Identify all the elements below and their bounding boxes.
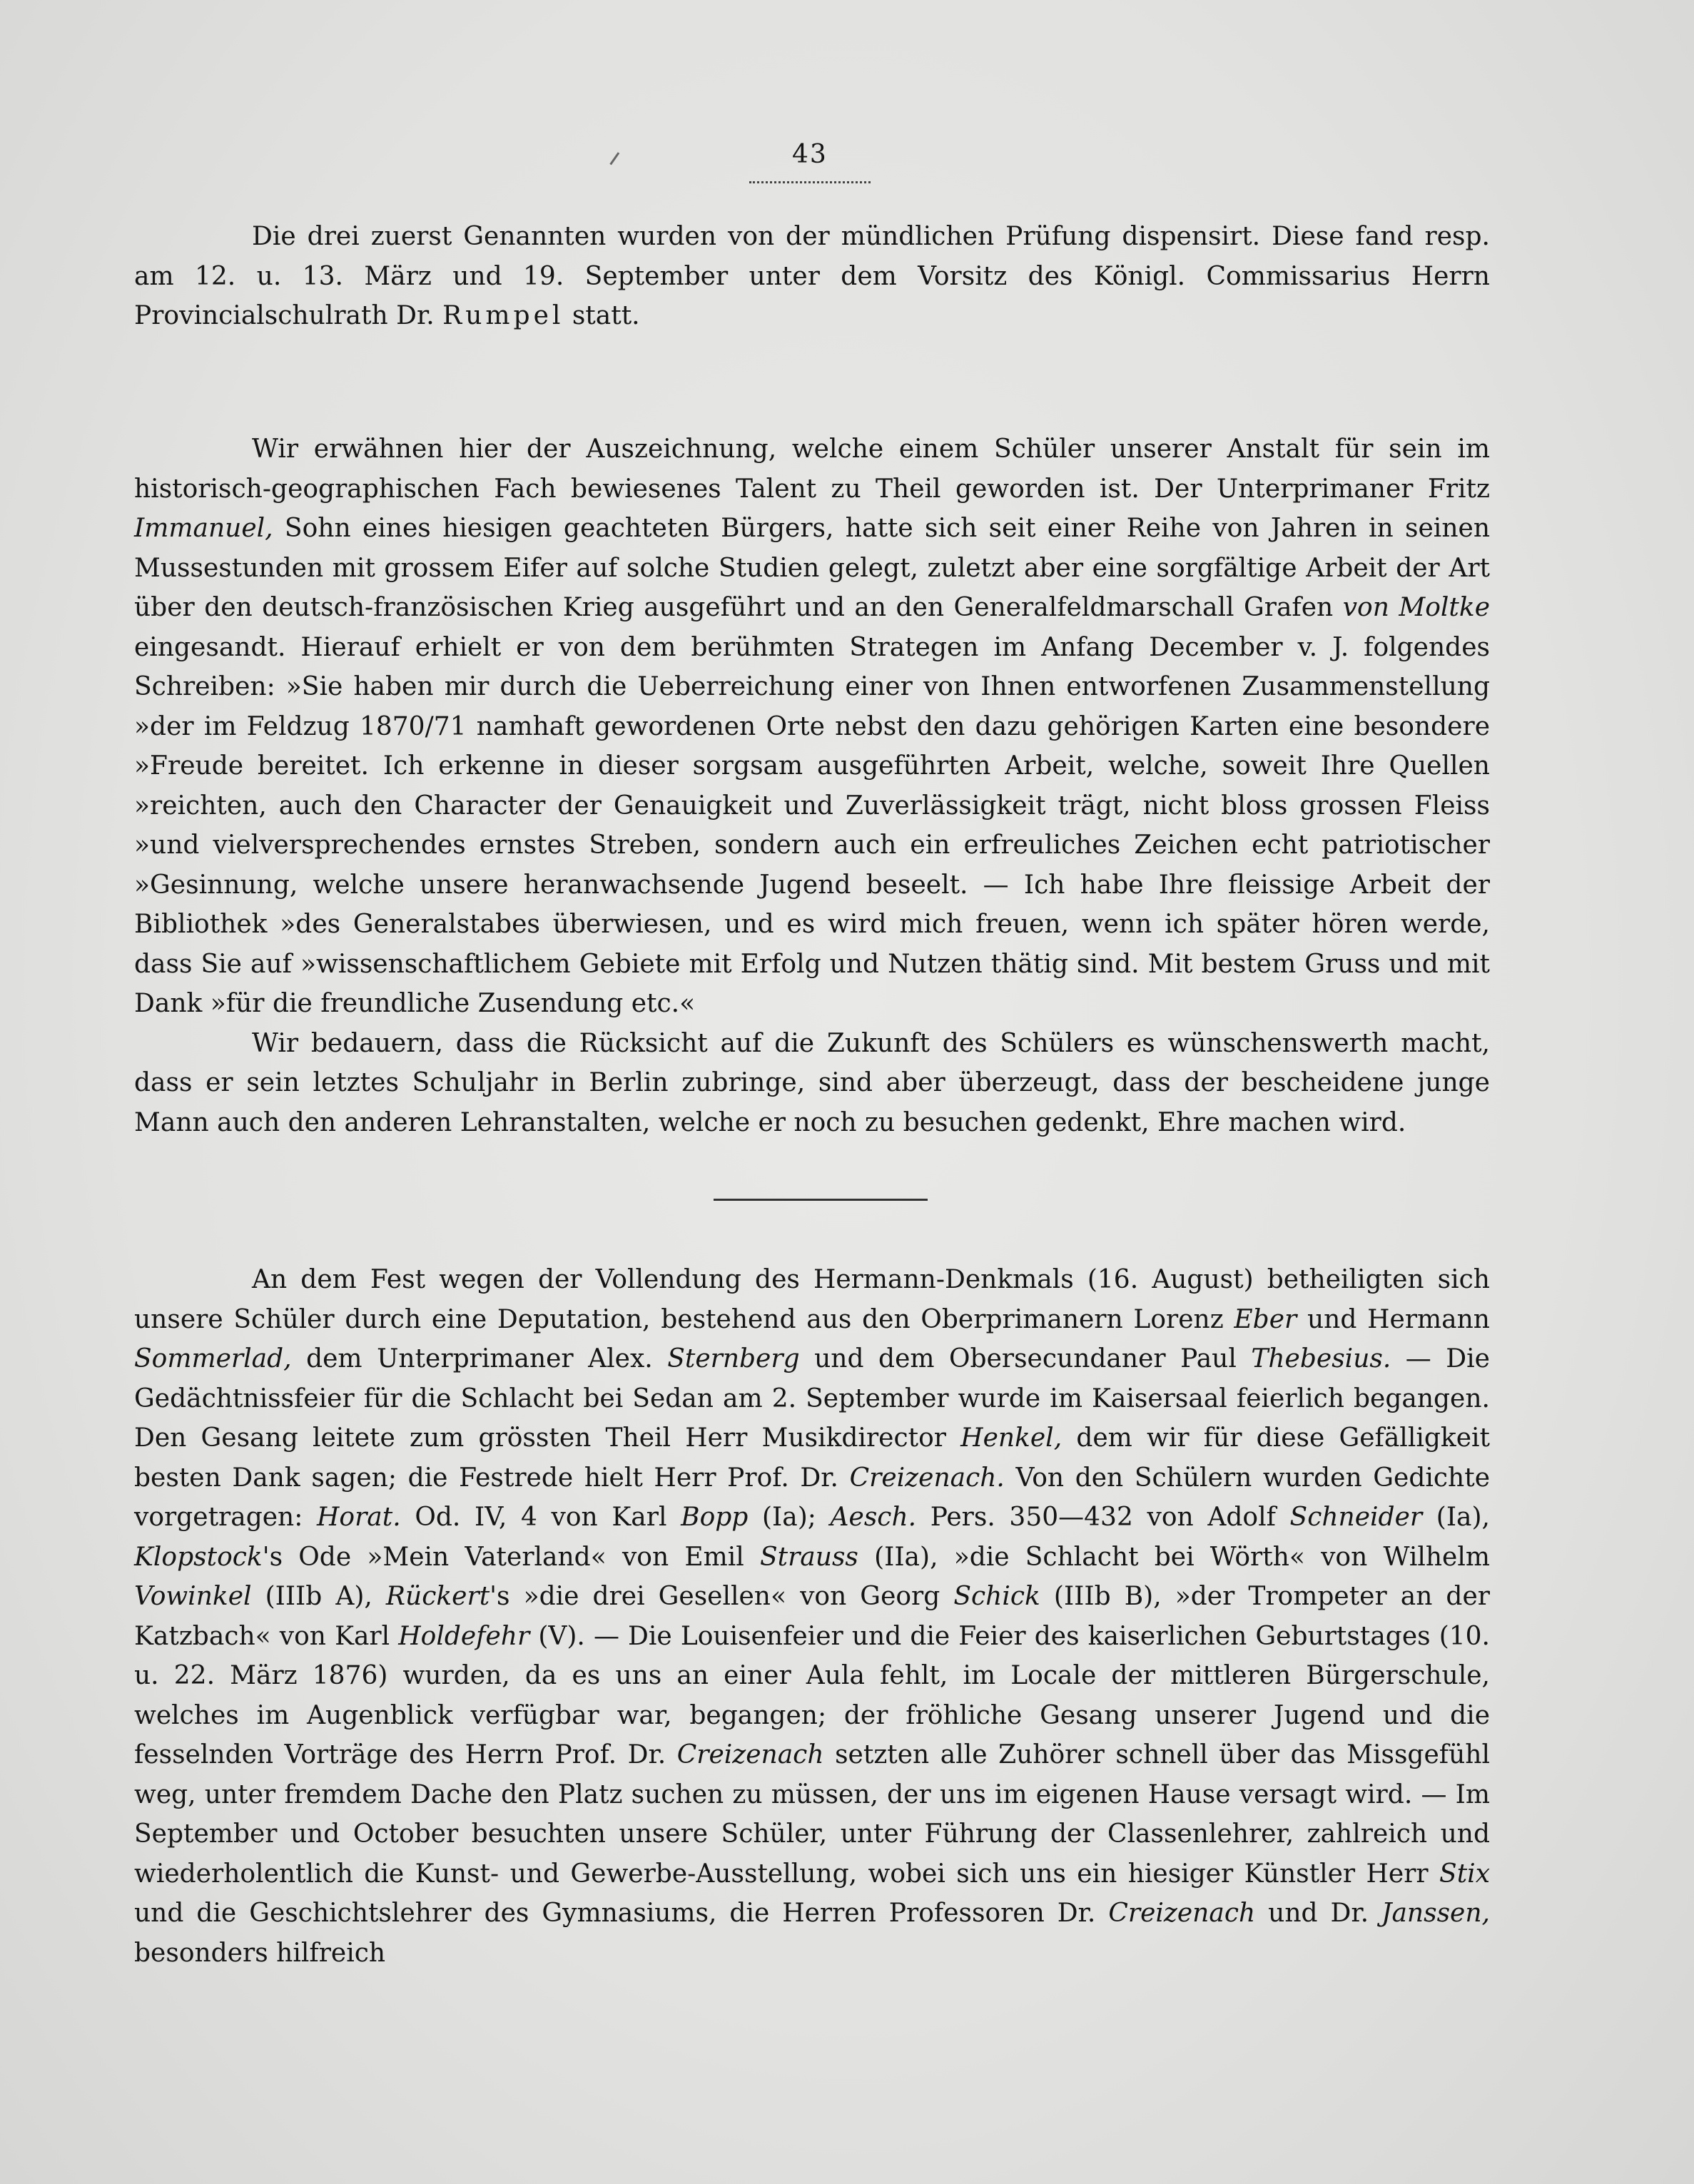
paragraph-text: Die drei zuerst Genannten wurden von der mündlichen Prüfung dispensirt. Diese fand resp. am 12. u. 13. März und 19. September unter dem Vorsitz des Königl. Commissarius Herrn Provincialschulrath Dr. Rumpel statt.	[134, 222, 1490, 330]
paragraph-text: An dem Fest wegen der Vollendung des Hermann-Denkmals (16. August) betheiligten sich unsere Schüler durch eine Deputation, bestehend aus den Oberprimanern Lorenz Eber und Hermann Sommerlad, dem Unterprimaner Alex. Sternberg und dem Obersecundaner Paul Thebesius. — Die Gedächtnissfeier für die Schlacht bei Sedan am 2. September wurde im Kaisersaal feierlich begangen. Den Gesang leitete zum grössten Theil Herr Musikdirector Henkel, dem wir für diese Gefälligkeit besten Dank sagen; die Festrede hielt Herr Prof. Dr. Creizenach. Von den Schülern wurden Gedichte vorgetragen: Horat. Od. IV, 4 von Karl Bopp (Ia); Aesch. Pers. 350—432 von Adolf Schneider (Ia), Klopstock's Ode »Mein Vaterland« von Emil Strauss (IIa), »die Schlacht bei Wörth« von Wilhelm Vowinkel (IIIb A), Rückert's »die drei Gesellen« von Georg Schick (IIIb B), »der Trompeter an der Katzbach« von Karl Holdefehr (V). — Die Louisenfeier und die Feier des kaiserlichen Geburtstages (10. u. 22. März 1876) wurden, da es uns an einer Aula fehlt, im Locale der mittleren Bürgerschule, welches im Augenblick verfügbar war, begangen; der fröhliche Gesang unserer Jugend und die fesselnden Vorträge des Herrn Prof. Dr. Creizenach setzten alle Zuhörer schnell über das Missgefühl weg, unter fremdem Dache den Platz suchen zu müssen, der uns im eigenen Hause versagt wird. — Im September und October besuchten unsere Schüler, unter Führung der Classenlehrer, zahlreich und wiederholentlich die Kunst- und Gewerbe-Ausstellung, wobei sich uns ein hiesiger Künstler Herr Stix und die Geschichtslehrer des Gymnasiums, die Herren Professoren Dr. Creizenach und Dr. Janssen, besonders hilfreich	[134, 1265, 1491, 1968]
page-number-ornament	[749, 176, 871, 183]
page-number: 43	[792, 140, 828, 169]
paragraph-text: Wir erwähnen hier der Auszeichnung, welche einem Schüler unserer Anstalt für sein im historisch-geographischen Fach bewiesenes Talent zu Theil geworden ist. Der Unterprimaner Fritz Immanuel, Sohn eines hiesigen geachteten Bürgers, hatte sich seit einer Reihe von Jahren in seinen Mussestunden mit grossem Eifer auf solche Studien gelegt, zuletzt aber eine sorgfältige Arbeit der Art über den deutsch-französischen Krieg ausgeführt und an den Generalfeldmarschall Grafen von Moltke eingesandt. Hierauf erhielt er von dem berühmten Strategen im Anfang December v. J. folgendes Schreiben: »Sie haben mir durch die Ueberreichung einer von Ihnen entworfenen Zusammenstellung »der im Feldzug 1870/71 namhaft gewordenen Orte nebst den dazu gehörigen Karten eine besondere »Freude bereitet. Ich erkenne in dieser sorgsam ausgeführten Arbeit, welche, soweit Ihre Quellen »reichten, auch den Character der Genauigkeit und Zuverlässigkeit trägt, nicht bloss grossen Fleiss »und vielversprechendes ernstes Streben, sondern auch ein erfreuliches Zeichen echt patriotischer »Gesinnung, welche unsere heranwachsende Jugend beseelt. — Ich habe Ihre fleissige Arbeit der Bibliothek »des Generalstabes überwiesen, und es wird mich freuen, wenn ich später hören werde, dass Sie auf »wissenschaftlichem Gebiete mit Erfolg und Nutzen thätig sind. Mit bestem Gruss und mit Dank »für die freundliche Zusendung etc.«	[134, 435, 1490, 1018]
name-immanuel: Immanuel,	[134, 514, 273, 543]
name-moltke: von Moltke	[1342, 593, 1490, 622]
paragraph-festivities	[134, 1260, 1490, 1973]
section-divider	[714, 1199, 928, 1201]
name-rumpel: Rumpel	[442, 301, 564, 330]
paragraph-award	[134, 430, 1490, 1142]
paragraph-exam	[134, 217, 1490, 336]
margin-mark	[609, 152, 631, 173]
paragraph-regret: Wir bedauern, dass die Rücksicht auf die Zukunft des Schülers es wünschenswerth macht, dass er sein letztes Schuljahr in Berlin zubringe, sind aber überzeugt, dass der bescheidene junge Mann auch den anderen Lehranstalten, welche er noch zu besuchen gedenkt, Ehre machen wird.	[134, 1028, 1490, 1137]
